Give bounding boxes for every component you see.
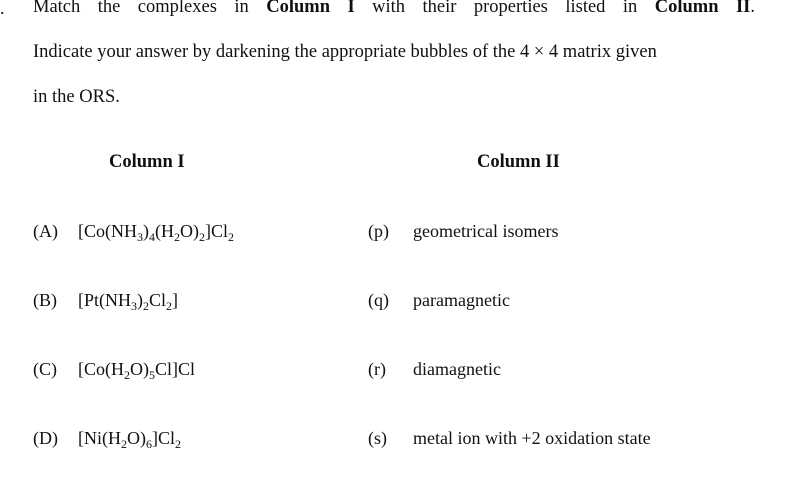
column-ii-text-r: diamagnetic xyxy=(413,359,501,379)
column-ii-text-s: metal ion with +2 oxidation state xyxy=(413,428,651,448)
question-line-3: in the ORS. xyxy=(33,87,120,107)
column-i-formula-c: $[Co(H_2O)_5Cl]Cl$ xyxy=(78,359,196,382)
column-i-label-c: (C) xyxy=(33,359,57,379)
column-i-label-a: (A) xyxy=(33,221,58,241)
question-line-1: Match the complexes in Column I with their properties listed in Column II. xyxy=(33,0,755,18)
column-ii-text-p: geometrical isomers xyxy=(413,221,559,241)
column-i-heading: Column I xyxy=(109,152,185,172)
column-i-formula-a: $[Co(NH_3)_4(H_2O)_2]Cl_2$ xyxy=(78,221,235,244)
column-ii-reference: Column II xyxy=(654,0,751,17)
column-i-formula-d: $[Ni(H_2O)_6]Cl_2$ xyxy=(78,428,182,451)
column-ii-label-s: (s) xyxy=(368,428,387,448)
column-ii-label-p: (p) xyxy=(368,221,389,241)
column-i-reference: Column I xyxy=(266,0,355,17)
column-ii-text-q: paramagnetic xyxy=(413,290,510,310)
column-ii-label-r: (r) xyxy=(368,359,386,379)
column-i-formula-b: $[Pt(NH_3)_2Cl_2]$ xyxy=(78,290,179,313)
question-line-2: Indicate your answer by darkening the appropriate bubbles of the 4 × 4 matrix given xyxy=(33,42,657,62)
question-bullet: . xyxy=(0,0,5,18)
column-i-label-d: (D) xyxy=(33,428,58,448)
column-i-label-b: (B) xyxy=(33,290,57,310)
column-ii-label-q: (q) xyxy=(368,290,389,310)
column-ii-heading: Column II xyxy=(477,152,560,172)
